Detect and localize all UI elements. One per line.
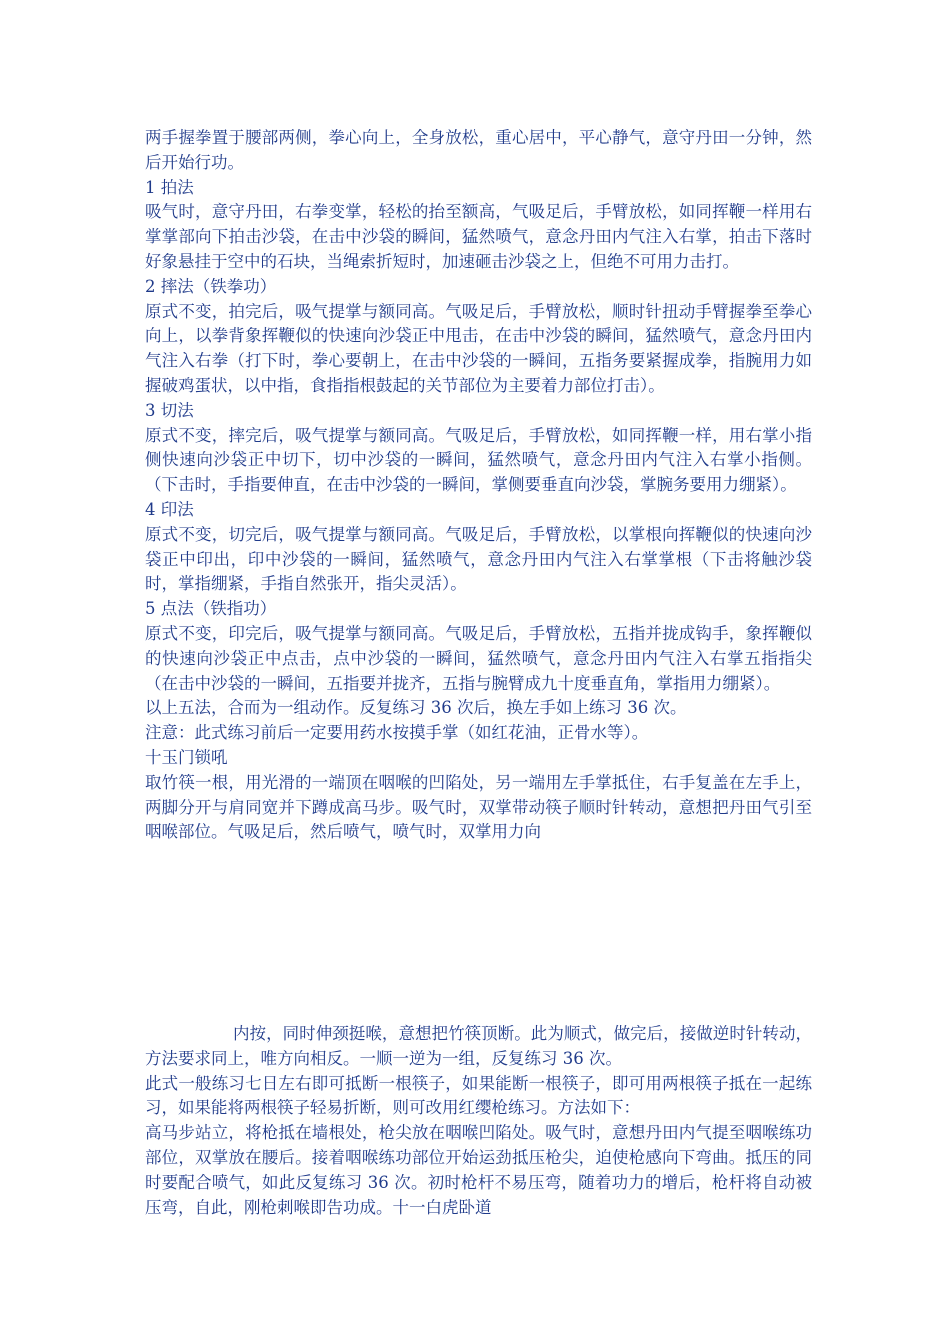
paragraph-continuation: 内按，同时伸颈挺喉，意想把竹筷顶断。此为顺式，做完后，接做逆时针转动，方法要求同上，唯方向相反。一顺一逆为一组，反复练习 36 次。 — [145, 1024, 812, 1068]
paragraph-dian-fa: 原式不变，印完后，吸气提掌与额同高。气吸足后，手臂放松，五指并拢成钩手，象挥鞭似的快速向沙袋正中点击，点中沙袋的一瞬间，猛然喷气，意念丹田内气注入右掌五指指尖（在击中沙袋的一瞬间，五指要并拢齐，五指与腕臂成九十度垂直角，掌指用力绷紧）。 — [145, 623, 812, 693]
paragraph-yin-fa: 原式不变，切完后，吸气提掌与额同高。气吸足后，手臂放松，以掌根向挥鞭似的快速向沙袋正中印出，印中沙袋的一瞬间，猛然喷气，意念丹田内气注入右掌掌根（下击将触沙袋时，掌指绷紧，手指自然张开，指尖灵活）。 — [145, 524, 812, 594]
paragraph-summary: 以上五法，合而为一组动作。反复练习 36 次后，换左手如上练习 36 次。 — [145, 698, 687, 718]
heading-shuai-fa: 2 摔法（铁拳功） — [145, 276, 277, 296]
heading-qie-fa: 3 切法 — [145, 400, 194, 420]
paragraph-shuai-fa: 原式不变，拍完后，吸气提掌与额同高。气吸足后，手臂放松，顺时针扭动手臂握拳至拳心向上，以拳背象挥鞭似的快速向沙袋正中甩击，在击中沙袋的瞬间，猛然喷气，意念丹田内气注入右拳（打下时，拳心要朝上，在击中沙袋的一瞬间，五指务要紧握成拳，指腕用力如握破鸡蛋状，以中指，食指指根鼓起的关节部位为主要着力部位打击）。 — [145, 301, 812, 395]
heading-yu-men-suo-hou: 十玉门锁吼 — [145, 747, 228, 767]
paragraph-note: 注意：此式练习前后一定要用药水按摸手掌（如红花油，正骨水等）。 — [145, 723, 649, 743]
heading-dian-fa: 5 点法（铁指功） — [145, 599, 277, 619]
heading-yin-fa: 4 印法 — [145, 499, 194, 519]
paragraph-qie-fa: 原式不变，摔完后，吸气提掌与额同高。气吸足后，手臂放松，如同挥鞭一样，用右掌小指侧快速向沙袋正中切下，切中沙袋的一瞬间，猛然喷气，意念丹田内气注入右掌小指侧。（下击时，手指要伸直，在击中沙袋的一瞬间，掌侧要垂直向沙袋，掌腕务要用力绷紧）。 — [145, 425, 812, 495]
paragraph-spear: 高马步站立，将枪抵在墙根处，枪尖放在咽喉凹陷处。吸气时，意想丹田内气提至咽喉练功部位，双掌放在腰后。接着咽喉练功部位开始运劲抵压枪尖，迫使枪感向下弯曲。抵压的同时要配合喷气，如此反复练习 36 次。初时枪杆不易压弯，随着功力的增后，枪杆将自动被压弯，自此，刚枪刺喉即告功成。十一白虎卧道 — [145, 1123, 812, 1217]
paragraph-yu-men-suo-hou: 取竹筷一根，用光滑的一端顶在咽喉的凹陷处，另一端用左手掌抵住，右手复盖在左手上，两脚分开与肩同宽并下蹲成高马步。吸气时，双掌带动筷子顺时针转动，意想把丹田气引至咽喉部位。气吸足后，然后喷气，喷气时，双掌用力向 — [145, 772, 812, 842]
text-block-upper — [145, 126, 812, 845]
paragraph-intro: 两手握拳置于腰部两侧，拳心向上，全身放松，重心居中，平心静气，意守丹田一分钟，然后开始行功。 — [145, 128, 812, 172]
paragraph-chopsticks: 此式一般练习七日左右即可抵断一根筷子，如果能断一根筷子，即可用两根筷子抵在一起练习，如果能将两根筷子轻易折断，则可改用红缨枪练习。方法如下： — [145, 1073, 812, 1118]
paragraph-pai-fa: 吸气时，意守丹田，右拳变掌，轻松的抬至额高，气吸足后，手臂放松，如同挥鞭一样用右掌掌部向下拍击沙袋，在击中沙袋的瞬间，猛然喷气，意念丹田内气注入右掌，拍击下落时好象悬挂于空中的石块，当绳索折短时，加速砸击沙袋之上，但绝不可用力击打。 — [145, 202, 812, 271]
text-block-lower — [145, 1022, 812, 1220]
heading-pai-fa: 1 拍法 — [145, 177, 194, 197]
